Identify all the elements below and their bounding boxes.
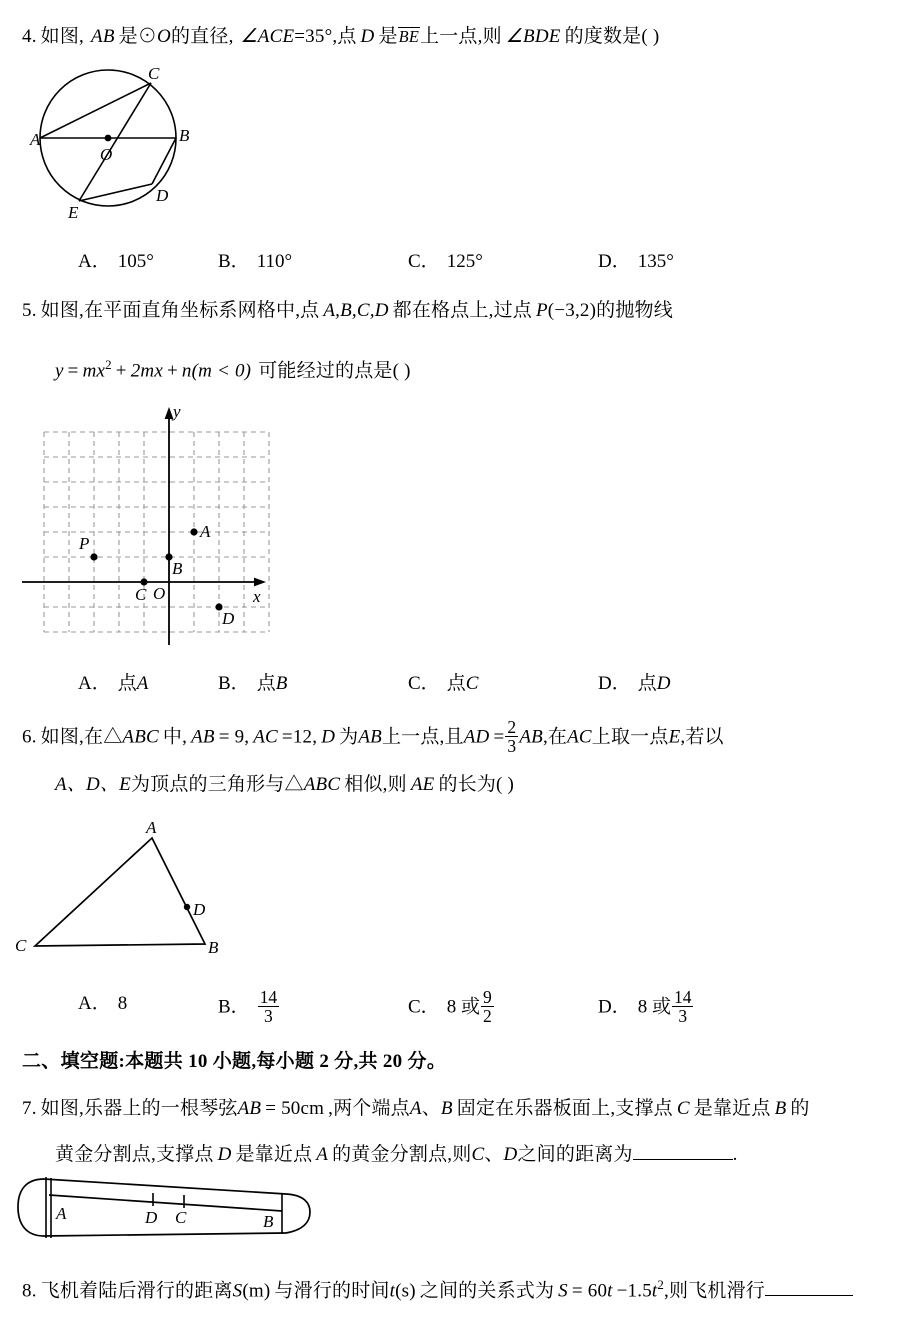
grid-label-x-axis: x <box>253 587 261 606</box>
coordinate-grid-svg <box>22 400 272 650</box>
q5-opt-a-key: A． <box>78 673 111 694</box>
q5-opt-d-point: D <box>656 673 671 694</box>
q8-unit-s: (s) <box>395 1280 416 1302</box>
instrument-left-cap <box>18 1179 44 1236</box>
q5-text-1: 如图,在平面直角坐标系网格中,点 <box>40 300 320 321</box>
q5-opt-b-point: B <box>275 673 288 694</box>
q6-opt-b-num: 14 <box>259 987 278 1007</box>
q4-opt-c-key: C． <box>408 251 440 272</box>
center-point-o <box>105 135 112 142</box>
q8-answer-blank[interactable] <box>765 1280 853 1296</box>
question-6-option-a[interactable] <box>78 988 127 1015</box>
q6-text-2: 中, <box>162 726 188 748</box>
q6-text-8: 为顶点的三角形与 <box>130 774 285 795</box>
q4-angle-ace: ∠ACE <box>240 26 295 47</box>
question-6-option-c[interactable] <box>408 988 495 1026</box>
q6-opt-c-den: 2 <box>482 1006 492 1027</box>
question-4-number: 4. <box>22 26 37 47</box>
q6-opt-a-val: 8 <box>117 993 128 1014</box>
q5-opt-b-val: 点 <box>256 673 276 694</box>
question-4-stem <box>22 24 659 50</box>
question-5-option-b[interactable] <box>218 668 287 695</box>
q4-text-1: 如图, <box>40 26 85 47</box>
q4-eq-1: = <box>294 26 306 47</box>
triangle-abc <box>35 838 205 946</box>
q6-seg-ac: AC <box>253 726 278 748</box>
q7-point-b: B <box>440 1098 453 1119</box>
q4-text-2: 是 <box>118 26 138 47</box>
circle-label-a: A <box>30 130 41 149</box>
q6-seg-ab-3: AB <box>519 726 543 748</box>
q5-coord-p: (−3,2) <box>547 300 597 321</box>
q4-opt-d-val: 135° <box>637 251 674 272</box>
q5-eq-exponent: 2 <box>105 357 112 372</box>
triangle-label-b: B <box>208 938 219 957</box>
q6-text-7: ,若以 <box>680 726 724 748</box>
triangle-label-d: D <box>193 900 206 919</box>
q6-opt-d-key: D． <box>598 996 631 1018</box>
circle-symbol-icon: ⊙ <box>137 26 158 47</box>
q5-text-2: 都在格点上,过点 <box>392 300 532 321</box>
grid-label-b: B <box>172 559 183 578</box>
q8-var-t-3: t <box>651 1280 658 1302</box>
q6-opt-c-val: 8 或 <box>446 996 480 1018</box>
q5-opt-d-key: D． <box>598 673 631 694</box>
q6-vertices-ade: A、D、E <box>55 774 131 795</box>
question-4-figure <box>30 62 230 227</box>
q8-text-3: 之间的关系式为 <box>419 1280 555 1302</box>
q4-text-6: 上一点,则 <box>420 26 502 47</box>
q4-text-4: ,点 <box>332 26 357 47</box>
q4-opt-b-key: B． <box>218 251 250 272</box>
q5-eq-mx: mx <box>82 360 106 382</box>
question-5-stem-line2 <box>55 352 411 384</box>
q7-point-d: D <box>217 1144 232 1165</box>
q8-var-s-2: S <box>558 1280 568 1302</box>
instrument-face-edge <box>49 1195 282 1211</box>
q6-opt-d-val: 8 或 <box>637 996 671 1018</box>
instrument-label-c: C <box>175 1208 187 1227</box>
q7-text-7: 是靠近点 <box>235 1144 313 1165</box>
q7-point-a: A <box>409 1098 422 1119</box>
q7-text-4: 是靠近点 <box>693 1098 771 1119</box>
q8-var-s: S <box>232 1280 243 1302</box>
q7-text-1: 如图,乐器上的一根琴弦 <box>40 1098 238 1119</box>
grid-label-p: P <box>79 534 90 553</box>
q7-point-a-2: A <box>316 1144 329 1165</box>
question-7-number: 7. <box>22 1098 37 1119</box>
q6-ab-value: = 9 <box>218 726 245 748</box>
q6-opt-d-num: 14 <box>674 987 692 1007</box>
triangle-label-a: A <box>146 818 157 837</box>
grid-point-a <box>190 528 197 535</box>
question-5-option-a[interactable] <box>78 668 148 695</box>
q5-eq-n: n <box>181 360 192 382</box>
q5-opt-d-val: 点 <box>637 673 657 694</box>
q5-eq-plus-1: + <box>115 360 127 382</box>
q6-ac-value: =12 <box>281 726 313 748</box>
instrument-right-cap <box>286 1194 310 1233</box>
q4-text-7: 的度数是( ) <box>564 26 660 47</box>
q6-seg-ae: AE <box>410 774 435 795</box>
q6-opt-c-key: C． <box>408 996 440 1018</box>
circle-diagram-svg <box>30 62 230 227</box>
q6-opt-c-fraction <box>481 988 494 1026</box>
question-8-number: 8. <box>22 1280 37 1302</box>
segment-ed <box>79 184 152 201</box>
question-6-option-d[interactable] <box>598 988 694 1026</box>
q6-text-1: 如图,在 <box>40 726 104 748</box>
q5-text-4: 可能经过的点是( ) <box>258 360 411 382</box>
q4-angle-bde: ∠BDE <box>505 26 561 47</box>
q6-fraction-two-thirds <box>505 718 518 756</box>
q7-text-8: 的黄金分割点,则 <box>332 1144 472 1165</box>
q6-opt-d-den: 3 <box>678 1006 688 1027</box>
question-5-number: 5. <box>22 300 37 321</box>
q6-tri-abc: ABC <box>122 726 159 748</box>
q8-exponent: 2 <box>657 1277 665 1292</box>
question-8-line1 <box>22 1272 853 1304</box>
q6-opt-d-fraction <box>672 988 693 1026</box>
question-7-line1 <box>22 1096 810 1122</box>
triangle-symbol-icon-2: △ <box>284 774 304 795</box>
q5-points-list: A,B,C,D <box>323 300 389 321</box>
triangle-point-d <box>184 904 190 910</box>
q6-comma-1: , <box>244 726 250 748</box>
q7-text-9: 之间的距离为 <box>517 1144 633 1165</box>
q7-seg-ab: AB <box>237 1098 262 1119</box>
q8-var-t: t <box>389 1280 396 1302</box>
q5-eq-2mx: 2mx <box>130 360 163 382</box>
q6-text-9: 相似,则 <box>344 774 407 795</box>
triangle-symbol-icon: △ <box>103 726 123 748</box>
circle-label-o: O <box>100 145 113 164</box>
question-6-figure <box>12 818 237 958</box>
circle-label-c: C <box>148 64 160 83</box>
q5-opt-a-val: 点 <box>117 673 137 694</box>
circle-label-b: B <box>179 126 190 145</box>
q5-point-p: P <box>535 300 548 321</box>
question-6-option-b[interactable] <box>218 988 280 1026</box>
grid-point-p <box>90 553 97 560</box>
circle-label-d: D <box>156 186 169 205</box>
q4-opt-b-val: 110° <box>256 251 293 272</box>
q4-opt-a-key: A． <box>78 251 111 272</box>
question-6-number: 6. <box>22 726 37 748</box>
q6-seg-ac-2: AC <box>567 726 592 748</box>
instrument-label-b: B <box>263 1212 274 1231</box>
q8-unit-m: (m) <box>242 1280 271 1302</box>
q4-text-3: 的直径, <box>170 26 234 47</box>
q7-text-3: 固定在乐器板面上,支撑点 <box>456 1098 673 1119</box>
question-5-option-c[interactable] <box>408 668 478 695</box>
q5-eq-equals: = <box>67 360 79 382</box>
grid-label-d: D <box>222 609 235 628</box>
q7-sep-2: 、 <box>484 1144 504 1165</box>
q5-text-3: 的抛物线 <box>596 300 673 321</box>
grid-label-a: A <box>200 522 211 541</box>
q8-var-t-2: t <box>607 1280 613 1302</box>
q5-eq-y: y <box>55 360 64 382</box>
q7-period: . <box>732 1144 738 1165</box>
q7-text-2: ,两个端点 <box>328 1098 410 1119</box>
instrument-label-a: A <box>56 1204 67 1223</box>
question-7-figure <box>14 1168 314 1248</box>
grid-label-c: C <box>135 585 147 604</box>
grid-label-origin: O <box>153 584 166 603</box>
q7-point-c: C <box>676 1098 690 1119</box>
q4-val-35: 35° <box>305 26 333 47</box>
question-4-option-a[interactable] <box>78 246 154 273</box>
q6-comma-2: , <box>312 726 318 748</box>
q7-point-c-2: C <box>471 1144 485 1165</box>
question-6-stem-line2 <box>55 772 514 798</box>
q5-opt-a-point: A <box>136 673 149 694</box>
q8-text-1: 飞机着陆后滑行的距离 <box>40 1280 233 1302</box>
q4-text-5: 是 <box>378 26 398 47</box>
q6-frac-numerator: 2 <box>507 717 517 737</box>
question-5-stem-line1 <box>22 298 673 324</box>
q8-eq-60: = 60 <box>571 1280 608 1302</box>
q6-opt-a-key: A． <box>78 993 111 1014</box>
section-two-title: 二、填空题:本题共 10 小题,每小题 2 分,共 20 分。 <box>22 1051 447 1072</box>
q6-text-10: 的长为( ) <box>438 774 515 795</box>
q6-frac-denominator: 3 <box>507 736 517 757</box>
q7-text-6: 黄金分割点,支撑点 <box>55 1144 214 1165</box>
q6-seg-ad: AD <box>463 726 490 748</box>
triangle-label-c: C <box>15 936 27 955</box>
q4-arc-be: BE <box>398 27 420 46</box>
q5-eq-plus-2: + <box>166 360 178 382</box>
triangle-diagram-svg <box>12 818 237 958</box>
q6-opt-b-fraction <box>258 988 279 1026</box>
q5-eq-condition: (m < 0) <box>191 360 252 382</box>
q6-text-6: 上取一点 <box>591 726 669 748</box>
q7-text-5: 的 <box>790 1098 810 1119</box>
q6-seg-ab: AB <box>191 726 215 748</box>
question-4-option-d[interactable] <box>598 246 674 273</box>
q6-tri-abc-2: ABC <box>303 774 341 795</box>
q6-point-e: E <box>668 726 681 748</box>
question-6-stem-line1 <box>22 718 724 756</box>
q8-minus-15: −1.5 <box>616 1280 652 1302</box>
q7-point-b-2: B <box>774 1098 787 1119</box>
q6-opt-b-key: B． <box>218 996 250 1018</box>
q4-opt-c-val: 125° <box>446 251 483 272</box>
grid-label-y-axis: y <box>173 402 181 421</box>
circle-label-e: E <box>68 203 79 222</box>
q7-point-d-2: D <box>503 1144 518 1165</box>
q5-opt-c-key: C． <box>408 673 440 694</box>
q8-text-4: ,则飞机滑行 <box>664 1280 765 1302</box>
q6-seg-ab-2: AB <box>358 726 382 748</box>
instrument-top-edge <box>44 1179 286 1194</box>
question-7-line2 <box>55 1142 738 1168</box>
q4-seg-ab: AB <box>91 26 115 47</box>
q5-opt-c-point: C <box>465 673 479 694</box>
q5-opt-b-key: B． <box>218 673 250 694</box>
q4-center-o: O <box>157 26 171 47</box>
instrument-label-d: D <box>145 1208 158 1227</box>
q6-point-d: D <box>321 726 336 748</box>
question-5-figure <box>22 400 272 650</box>
q6-equals: = <box>493 726 505 748</box>
q6-text-5: ,在 <box>542 726 568 748</box>
instrument-bottom-edge <box>44 1233 286 1236</box>
q6-opt-c-num: 9 <box>482 987 492 1007</box>
q4-opt-a-val: 105° <box>117 251 154 272</box>
q6-text-4: 上一点,且 <box>381 726 464 748</box>
q4-opt-d-key: D． <box>598 251 631 272</box>
q8-text-2: 与滑行的时间 <box>274 1280 390 1302</box>
question-4-option-c[interactable] <box>408 246 483 273</box>
x-axis-arrow <box>254 578 266 587</box>
q5-opt-c-val: 点 <box>446 673 466 694</box>
question-4-option-b[interactable] <box>218 246 292 273</box>
q6-text-3: 为 <box>339 726 359 748</box>
q7-answer-blank[interactable] <box>633 1144 733 1160</box>
question-5-option-d[interactable] <box>598 668 670 695</box>
q7-sep-1: 、 <box>421 1098 441 1119</box>
q4-point-d: D <box>360 26 375 47</box>
q6-opt-b-den: 3 <box>264 1006 273 1027</box>
q7-ab-value: = 50cm <box>265 1098 325 1119</box>
